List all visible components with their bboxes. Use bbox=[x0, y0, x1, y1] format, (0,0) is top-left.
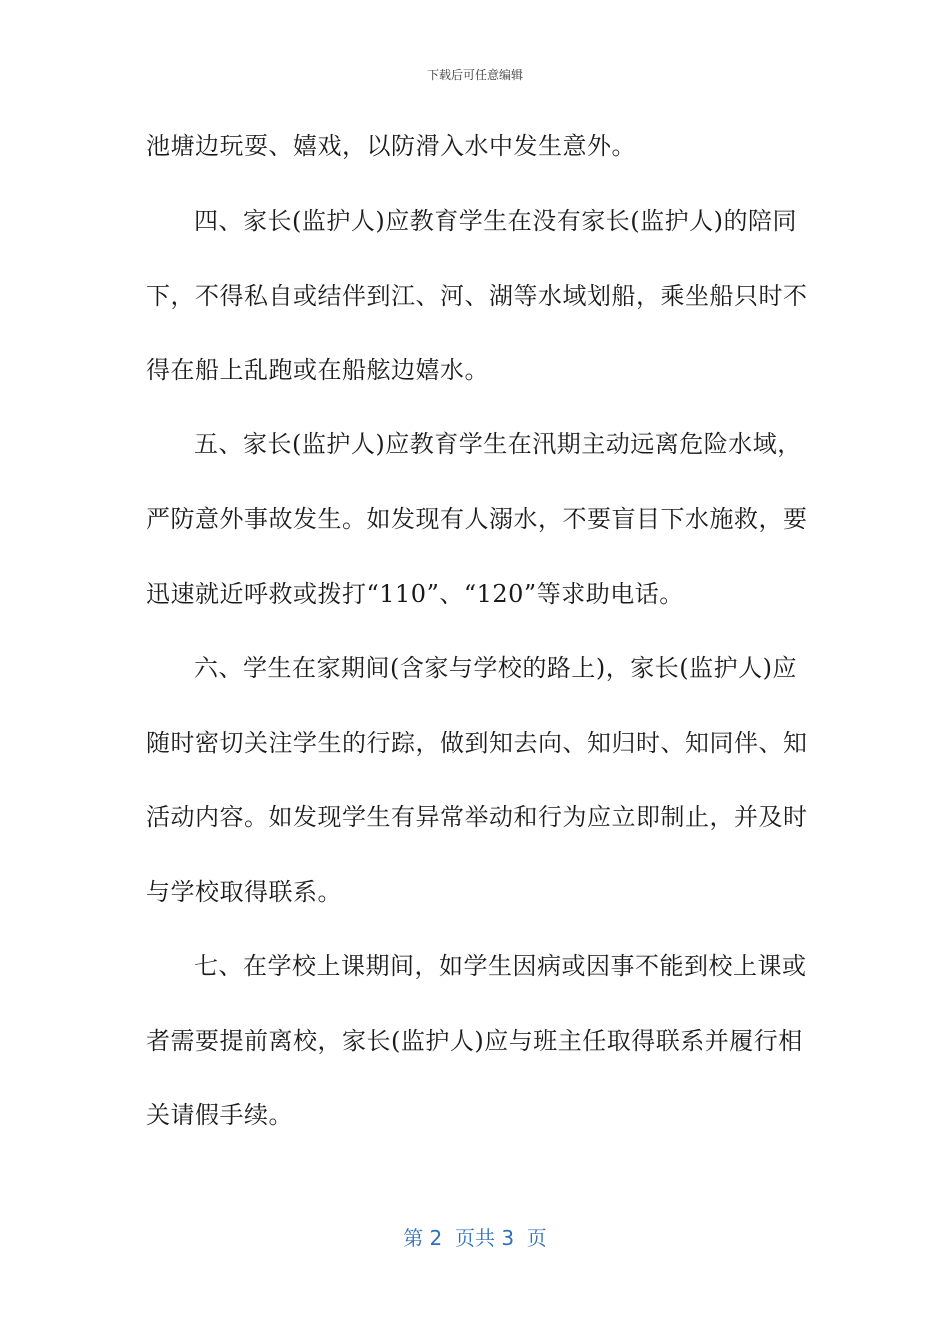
text-line: 下，不得私自或结伴到江、河、湖等水域划船，乘坐船只时不 bbox=[146, 282, 808, 310]
page-header: 下载后可任意编辑 bbox=[426, 68, 523, 82]
text-line: 活动内容。如发现学生有异常举动和行为应立即制止，并及时 bbox=[146, 803, 808, 831]
text-line: 关请假手续。 bbox=[146, 1101, 293, 1129]
text-line: 与学校取得联系。 bbox=[146, 878, 342, 906]
text-line: 六、学生在家期间(含家与学校的路上)，家长(监护人)应 bbox=[194, 654, 797, 682]
text-line: 者需要提前离校，家长(监护人)应与班主任取得联系并履行相 bbox=[146, 1027, 803, 1055]
text-line: 池塘边玩耍、嬉戏，以防滑入水中发生意外。 bbox=[146, 132, 636, 160]
text-line: 严防意外事故发生。如发现有人溺水，不要盲目下水施救，要 bbox=[146, 505, 808, 533]
text-line: 七、在学校上课期间，如学生因病或因事不能到校上课或 bbox=[194, 952, 807, 980]
page-footer: 第 2 页共 3 页 bbox=[403, 1226, 547, 1250]
text-line: 随时密切关注学生的行踪，做到知去向、知归时、知同伴、知 bbox=[146, 729, 808, 757]
text-line: 得在船上乱跑或在船舷边嬉水。 bbox=[146, 356, 489, 384]
text-line: 五、家长(监护人)应教育学生在汛期主动远离危险水域， bbox=[194, 430, 802, 458]
text-line: 迅速就近呼救或拨打“110”、“120”等求助电话。 bbox=[146, 580, 684, 608]
text-line: 四、家长(监护人)应教育学生在没有家长(监护人)的陪同 bbox=[194, 207, 797, 235]
